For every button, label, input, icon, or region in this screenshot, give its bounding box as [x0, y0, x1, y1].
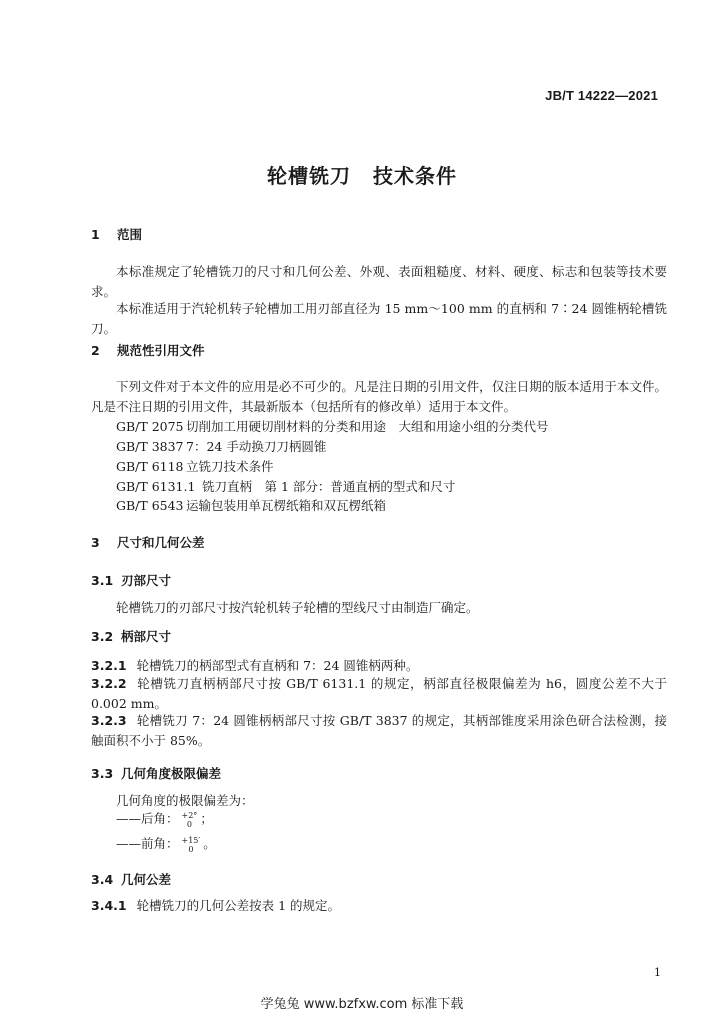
angle-label: ——后角：	[116, 811, 179, 826]
reference-item	[116, 437, 326, 455]
reference-code: GB/T 3837	[116, 439, 184, 454]
page-number: 1	[654, 966, 661, 979]
section-3-4-heading	[91, 870, 171, 888]
tolerance-upper: +15′	[181, 835, 201, 845]
reference-item	[116, 457, 274, 475]
clause-3-2-1	[91, 656, 418, 674]
angle-label: ——前角：	[116, 836, 179, 851]
section-title: 几何角度极限偏差	[121, 766, 222, 781]
section-number: 1	[91, 227, 100, 242]
tolerance-upper: +2°	[181, 810, 198, 820]
clause-3-2-3	[91, 711, 667, 751]
reference-title: 切削加工用硬切削材料的分类和用途 大组和用途小组的分类代号	[186, 419, 549, 434]
title-part-1: 轮槽铣刀	[267, 164, 351, 188]
clause-text: 轮槽铣刀直柄柄部尺寸按 GB/T 6131.1 的规定，柄部直径极限偏差为 h6，圆度公差不大于 0.002 mm。	[91, 676, 667, 711]
clause-3-2-2	[91, 674, 667, 714]
reference-item	[116, 496, 386, 514]
section-3-2-heading	[91, 627, 171, 645]
reference-code: GB/T 6543	[116, 498, 184, 513]
clause-number: 3.2.3	[91, 713, 127, 728]
section-title: 规范性引用文件	[117, 343, 205, 358]
section-title: 几何公差	[121, 872, 172, 887]
watermark-footer: 学兔兔 www.bzfxw.com 标准下载	[260, 997, 464, 1012]
section-number: 3.1	[91, 573, 114, 588]
angle-tolerance	[182, 836, 201, 854]
section-1-paragraph-2: 本标准适用于汽轮机转子轮槽加工用刃部直径为 15 mm～100 mm 的直柄和 7∶24 圆锥柄轮槽铣刀。	[91, 301, 667, 336]
rake-angle-item	[116, 834, 216, 854]
clause-number: 3.2.2	[91, 676, 127, 691]
section-number: 3.3	[91, 766, 114, 781]
reference-title: 立铣刀技术条件	[186, 459, 274, 474]
tolerance-lower: 0	[188, 844, 194, 854]
reference-title: 7：24 手动换刀刀柄圆锥	[186, 439, 327, 454]
section-title: 柄部尺寸	[121, 629, 172, 644]
section-2-heading	[91, 341, 205, 359]
section-number: 2	[91, 343, 100, 358]
title-part-2: 技术条件	[373, 164, 457, 188]
section-1-heading	[91, 225, 142, 243]
reference-code: GB/T 6131.1	[116, 479, 196, 494]
reference-title: 运输包装用单瓦楞纸箱和双瓦楞纸箱	[186, 498, 387, 513]
section-number: 3.4	[91, 872, 114, 887]
clause-text: 轮槽铣刀 7：24 圆锥柄柄部尺寸按 GB/T 3837 的规定，其柄部锥度采用涂色研合法检测，接触面积不小于 85%。	[91, 713, 667, 748]
clause-text: 轮槽铣刀的几何公差按表 1 的规定。	[136, 898, 340, 913]
section-3-3-heading	[91, 764, 221, 782]
section-title: 刃部尺寸	[121, 573, 172, 588]
section-3-heading	[91, 533, 205, 551]
angle-intro: 几何角度的极限偏差为：	[116, 793, 254, 808]
clause-number: 3.2.1	[91, 658, 127, 673]
angle-tolerance	[182, 811, 198, 829]
clause-3-4-1	[91, 896, 340, 914]
section-title: 尺寸和几何公差	[117, 535, 205, 550]
reference-title: 铣刀直柄 第 1 部分：普通直柄的型式和尺寸	[202, 479, 456, 494]
document-title	[0, 160, 724, 189]
reference-item	[116, 477, 455, 495]
section-title: 范围	[117, 227, 143, 242]
section-number: 3	[91, 535, 100, 550]
tolerance-lower: 0	[186, 819, 192, 829]
clause-number: 3.4.1	[91, 898, 127, 913]
angle-end: ；	[200, 811, 213, 826]
clause-text: 轮槽铣刀的柄部型式有直柄和 7：24 圆锥柄两种。	[136, 658, 419, 673]
section-number: 3.2	[91, 629, 114, 644]
reference-item	[116, 417, 549, 435]
section-3-1-paragraph: 轮槽铣刀的刃部尺寸按汽轮机转子轮槽的型线尺寸由制造厂确定。	[116, 600, 479, 615]
clearance-angle-item	[116, 809, 213, 829]
section-3-1-heading	[91, 571, 171, 589]
section-1-paragraph-1: 本标准规定了轮槽铣刀的尺寸和几何公差、外观、表面粗糙度、材料、硬度、标志和包装等技术要求。	[91, 264, 667, 299]
angle-end: 。	[203, 836, 216, 851]
standard-code: JB/T 14222—2021	[545, 88, 658, 103]
section-2-paragraph: 下列文件对于本文件的应用是必不可少的。凡是注日期的引用文件，仅注日期的版本适用于本文件。凡是不注日期的引用文件，其最新版本（包括所有的修改单）适用于本文件。	[91, 379, 667, 414]
reference-code: GB/T 6118	[116, 459, 184, 474]
reference-code: GB/T 2075	[116, 419, 184, 434]
